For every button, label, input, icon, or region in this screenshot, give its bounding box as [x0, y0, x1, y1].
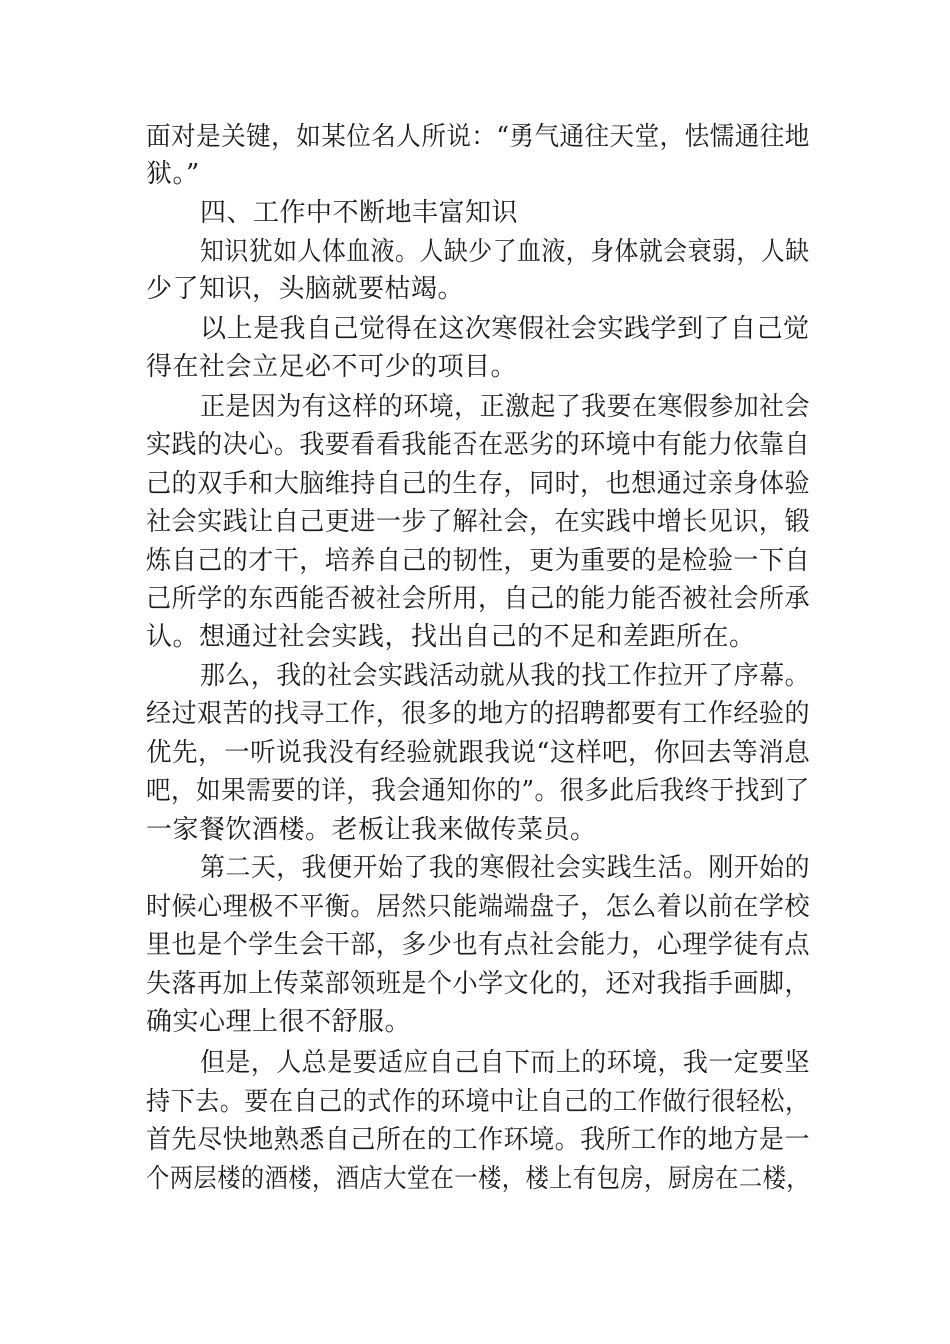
text-line: 持下去。要在自己的式作的环境中让自己的工作做行很轻松，: [146, 1087, 810, 1117]
text-line: 正是因为有这样的环境，正激起了我要在寒假参加社会: [200, 392, 811, 422]
text-line: 认。想通过社会实践，找出自己的不足和差距所在。: [146, 622, 756, 652]
text-line: 己的双手和大脑维持自己的生存，同时，也想通过亲身体验: [146, 469, 811, 499]
text-line: 炼自己的才干，培养自己的韧性，更为重要的是检验一下自: [146, 546, 811, 576]
text-line: 时候心理极不平衡。居然只能端端盘子，怎么着以前在学校: [146, 892, 811, 922]
text-line: 那么，我的社会实践活动就从我的找工作拉开了序幕。: [200, 661, 811, 691]
text-line: 里也是个学生会干部，多少也有点社会能力，心理学徒有点: [146, 930, 811, 960]
text-line: 优先，一听说我没有经验就跟我说“这样吧，你回去等消息: [146, 738, 811, 768]
text-line: 以上是我自己觉得在这次寒假社会实践学到了自己觉: [200, 314, 810, 344]
text-line: 狱。”: [146, 159, 200, 189]
text-line: 吧，如果需要的详，我会通知你的”。很多此后我终于找到了: [146, 776, 810, 806]
text-line: 首先尽快地熟悉自己所在的工作环境。我所工作的地方是一: [146, 1125, 811, 1155]
text-line: 第二天，我便开始了我的寒假社会实践生活。刚开始的: [200, 853, 811, 883]
text-line: 确实心理上很不舒服。: [146, 1007, 412, 1037]
text-line: 一家餐饮酒楼。老板让我来做传菜员。: [146, 815, 597, 845]
text-line: 面对是关键，如某位名人所说：“勇气通往天堂，怯懦通往地: [146, 122, 810, 152]
text-line: 实践的决心。我要看看我能否在恶劣的环境中有能力依靠自: [146, 430, 811, 460]
text-line: 但是，人总是要适应自己自下而上的环境，我一定要坚: [200, 1048, 811, 1078]
text-line: 己所学的东西能否被社会所用，自己的能力能否被社会所承: [146, 584, 811, 614]
text-line: 经过艰苦的找寻工作，很多的地方的招聘都要有工作经验的: [146, 699, 811, 729]
text-line: 社会实践让自己更进一步了解社会，在实践中增长见识，锻: [146, 507, 811, 537]
text-line: 得在社会立足必不可少的项目。: [146, 352, 518, 382]
section-heading: 四、工作中不断地丰富知识: [200, 198, 519, 228]
text-line: 个两层楼的酒楼，酒店大堂在一楼，楼上有包房，厨房在二楼，: [146, 1164, 811, 1194]
text-line: 失落再加上传菜部领班是个小学文化的，还对我指手画脚，: [146, 969, 811, 999]
text-line: 少了知识，头脑就要枯竭。: [146, 274, 465, 304]
text-line: 知识犹如人体血液。人缺少了血液，身体就会衰弱，人缺: [200, 237, 810, 267]
